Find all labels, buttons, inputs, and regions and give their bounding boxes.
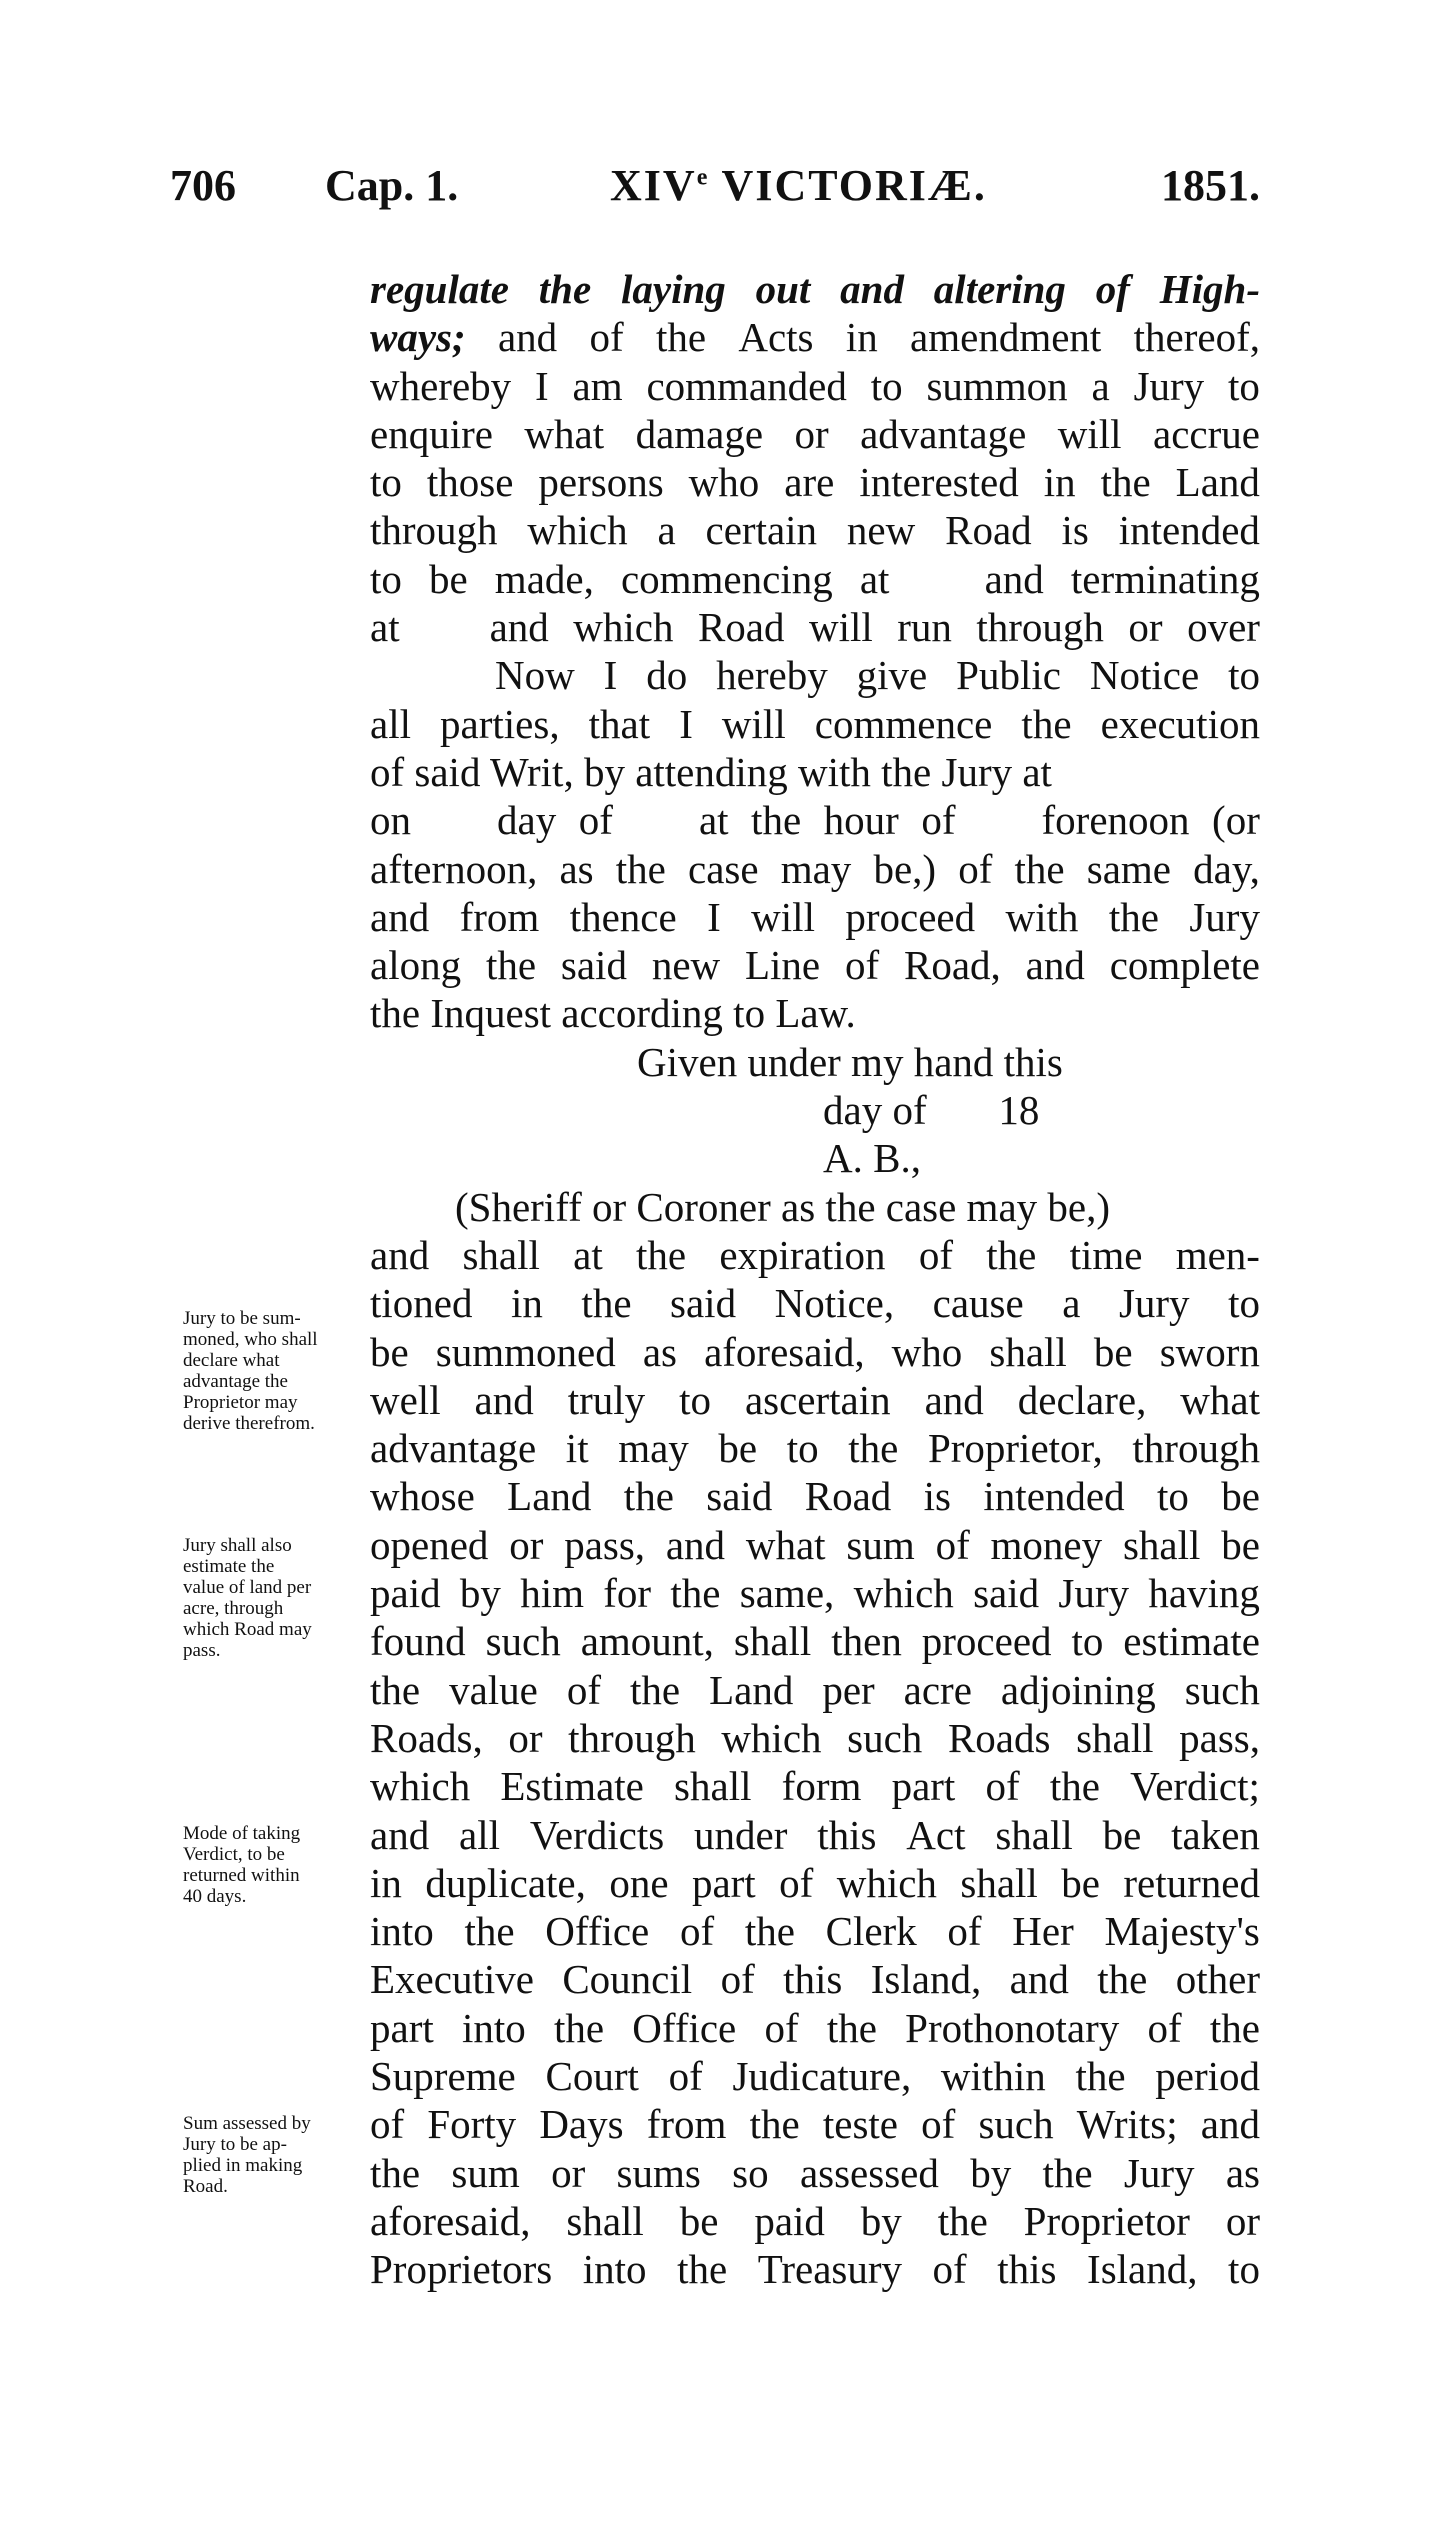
text-line: all parties, that I will commence the execution bbox=[370, 700, 1260, 747]
text-line: regulate the laying out and altering of High- bbox=[370, 266, 1260, 312]
year-label: 1851. bbox=[1161, 161, 1260, 210]
text-line: paid by him for the same, which said Jury having bbox=[370, 1570, 1260, 1617]
text-line: well and truly to ascertain and declare, what bbox=[370, 1376, 1260, 1423]
margin-note-line: Jury shall also bbox=[183, 1535, 292, 1556]
statute-title bbox=[610, 160, 987, 211]
margin-note-line: Road. bbox=[183, 2176, 228, 2197]
text-line: through which a certain new Road is intended bbox=[370, 507, 1260, 554]
margin-note-line: derive therefrom. bbox=[183, 1413, 315, 1434]
margin-note-line: estimate the bbox=[183, 1556, 275, 1577]
text-line: into the Office of the Clerk of Her Majesty's bbox=[370, 1908, 1260, 1955]
text-line: tioned in the said Notice, cause a Jury to bbox=[370, 1280, 1260, 1327]
text-line: Proprietors into the Treasury of this Island, to bbox=[370, 2246, 1260, 2293]
text-line: whose Land the said Road is intended to be bbox=[370, 1473, 1260, 1520]
text-line: day of 18 bbox=[823, 1087, 1040, 1134]
text-line: opened or pass, and what sum of money shall be bbox=[370, 1521, 1260, 1568]
text-line: at and which Road will run through or over bbox=[370, 604, 1260, 651]
text-line: afternoon, as the case may be,) of the same day, bbox=[370, 845, 1260, 892]
text-line: on day of at the hour of forenoon (or bbox=[370, 797, 1260, 844]
text-line: Now I do hereby give Public Notice to bbox=[495, 652, 1260, 699]
text-line: which Estimate shall form part of the Verdict; bbox=[370, 1763, 1260, 1810]
text-line: and from thence I will proceed with the Jury bbox=[370, 893, 1260, 940]
margin-note-line: plied in making bbox=[183, 2155, 303, 2176]
margin-note-line: acre, through bbox=[183, 1598, 284, 1619]
text-line: the Inquest according to Law. bbox=[370, 990, 856, 1037]
text-line: Executive Council of this Island, and the other bbox=[370, 1956, 1260, 2003]
margin-note-line: advantage the bbox=[183, 1371, 288, 1392]
text-line: ways; and of the Acts in amendment thereof, bbox=[370, 314, 1260, 361]
text-line: Roads, or through which such Roads shall pass, bbox=[370, 1714, 1260, 1761]
text-line: Supreme Court of Judicature, within the period bbox=[370, 2052, 1260, 2099]
text-line: A. B., bbox=[823, 1135, 921, 1182]
text-line: enquire what damage or advantage will accrue bbox=[370, 410, 1260, 457]
margin-note-estimate-value bbox=[183, 1535, 373, 1661]
text-line: aforesaid, shall be paid by the Proprietor or bbox=[370, 2197, 1260, 2244]
text-line: along the said new Line of Road, and complete bbox=[370, 942, 1260, 989]
title-sup: e bbox=[696, 164, 710, 191]
chapter-label: Cap. 1. bbox=[325, 161, 459, 210]
text-line: advantage it may be to the Proprietor, through bbox=[370, 1425, 1260, 1472]
page-number: 706 bbox=[170, 161, 236, 210]
margin-note-line: Mode of taking bbox=[183, 1823, 301, 1844]
text-line: to those persons who are interested in the Land bbox=[370, 459, 1260, 506]
text-line: be summoned as aforesaid, who shall be sworn bbox=[370, 1328, 1260, 1375]
margin-note-line: Sum assessed by bbox=[183, 2113, 311, 2134]
margin-note-line: declare what bbox=[183, 1350, 280, 1371]
text-line: and all Verdicts under this Act shall be taken bbox=[370, 1811, 1260, 1858]
text-line: of said Writ, by attending with the Jury at bbox=[370, 748, 1052, 795]
margin-note-line: moned, who shall bbox=[183, 1329, 318, 1350]
margin-note-line: pass. bbox=[183, 1640, 221, 1661]
margin-note-sum-assessed bbox=[183, 2113, 373, 2197]
text-line: part into the Office of the Prothonotary of the bbox=[370, 2004, 1260, 2051]
margin-note-line: returned within bbox=[183, 1865, 300, 1886]
margin-note-line: which Road may bbox=[183, 1619, 312, 1640]
text-line: and shall at the expiration of the time men- bbox=[370, 1231, 1260, 1278]
text-line: in duplicate, one part of which shall be returned bbox=[370, 1859, 1260, 1906]
margin-note-line: Proprietor may bbox=[183, 1392, 298, 1413]
title-main: XIV bbox=[610, 161, 697, 210]
margin-note-jury-summoned bbox=[183, 1308, 373, 1434]
text-line: found such amount, shall then proceed to estimate bbox=[370, 1618, 1260, 1665]
margin-note-line: value of land per bbox=[183, 1577, 312, 1598]
text-line: (Sheriff or Coroner as the case may be,) bbox=[455, 1183, 1110, 1230]
running-header bbox=[170, 160, 1260, 220]
text-line: Given under my hand this bbox=[637, 1038, 1063, 1085]
margin-note-line: Jury to be sum- bbox=[183, 1308, 301, 1329]
margin-note-line: Verdict, to be bbox=[183, 1844, 285, 1865]
text-line: the sum or sums so assessed by the Jury as bbox=[370, 2149, 1260, 2196]
text-line: of Forty Days from the teste of such Writs; and bbox=[370, 2101, 1260, 2148]
margin-note-verdict bbox=[183, 1823, 373, 1907]
text-line: the value of the Land per acre adjoining such bbox=[370, 1666, 1260, 1713]
margin-note-line: Jury to be ap- bbox=[183, 2134, 287, 2155]
body-text bbox=[370, 265, 1260, 2293]
text-line: to be made, commencing at and terminating bbox=[370, 555, 1260, 602]
text-line: whereby I am commanded to summon a Jury to bbox=[370, 362, 1260, 409]
margin-note-line: 40 days. bbox=[183, 1886, 247, 1907]
title-rest: VICTORIÆ. bbox=[709, 161, 987, 210]
